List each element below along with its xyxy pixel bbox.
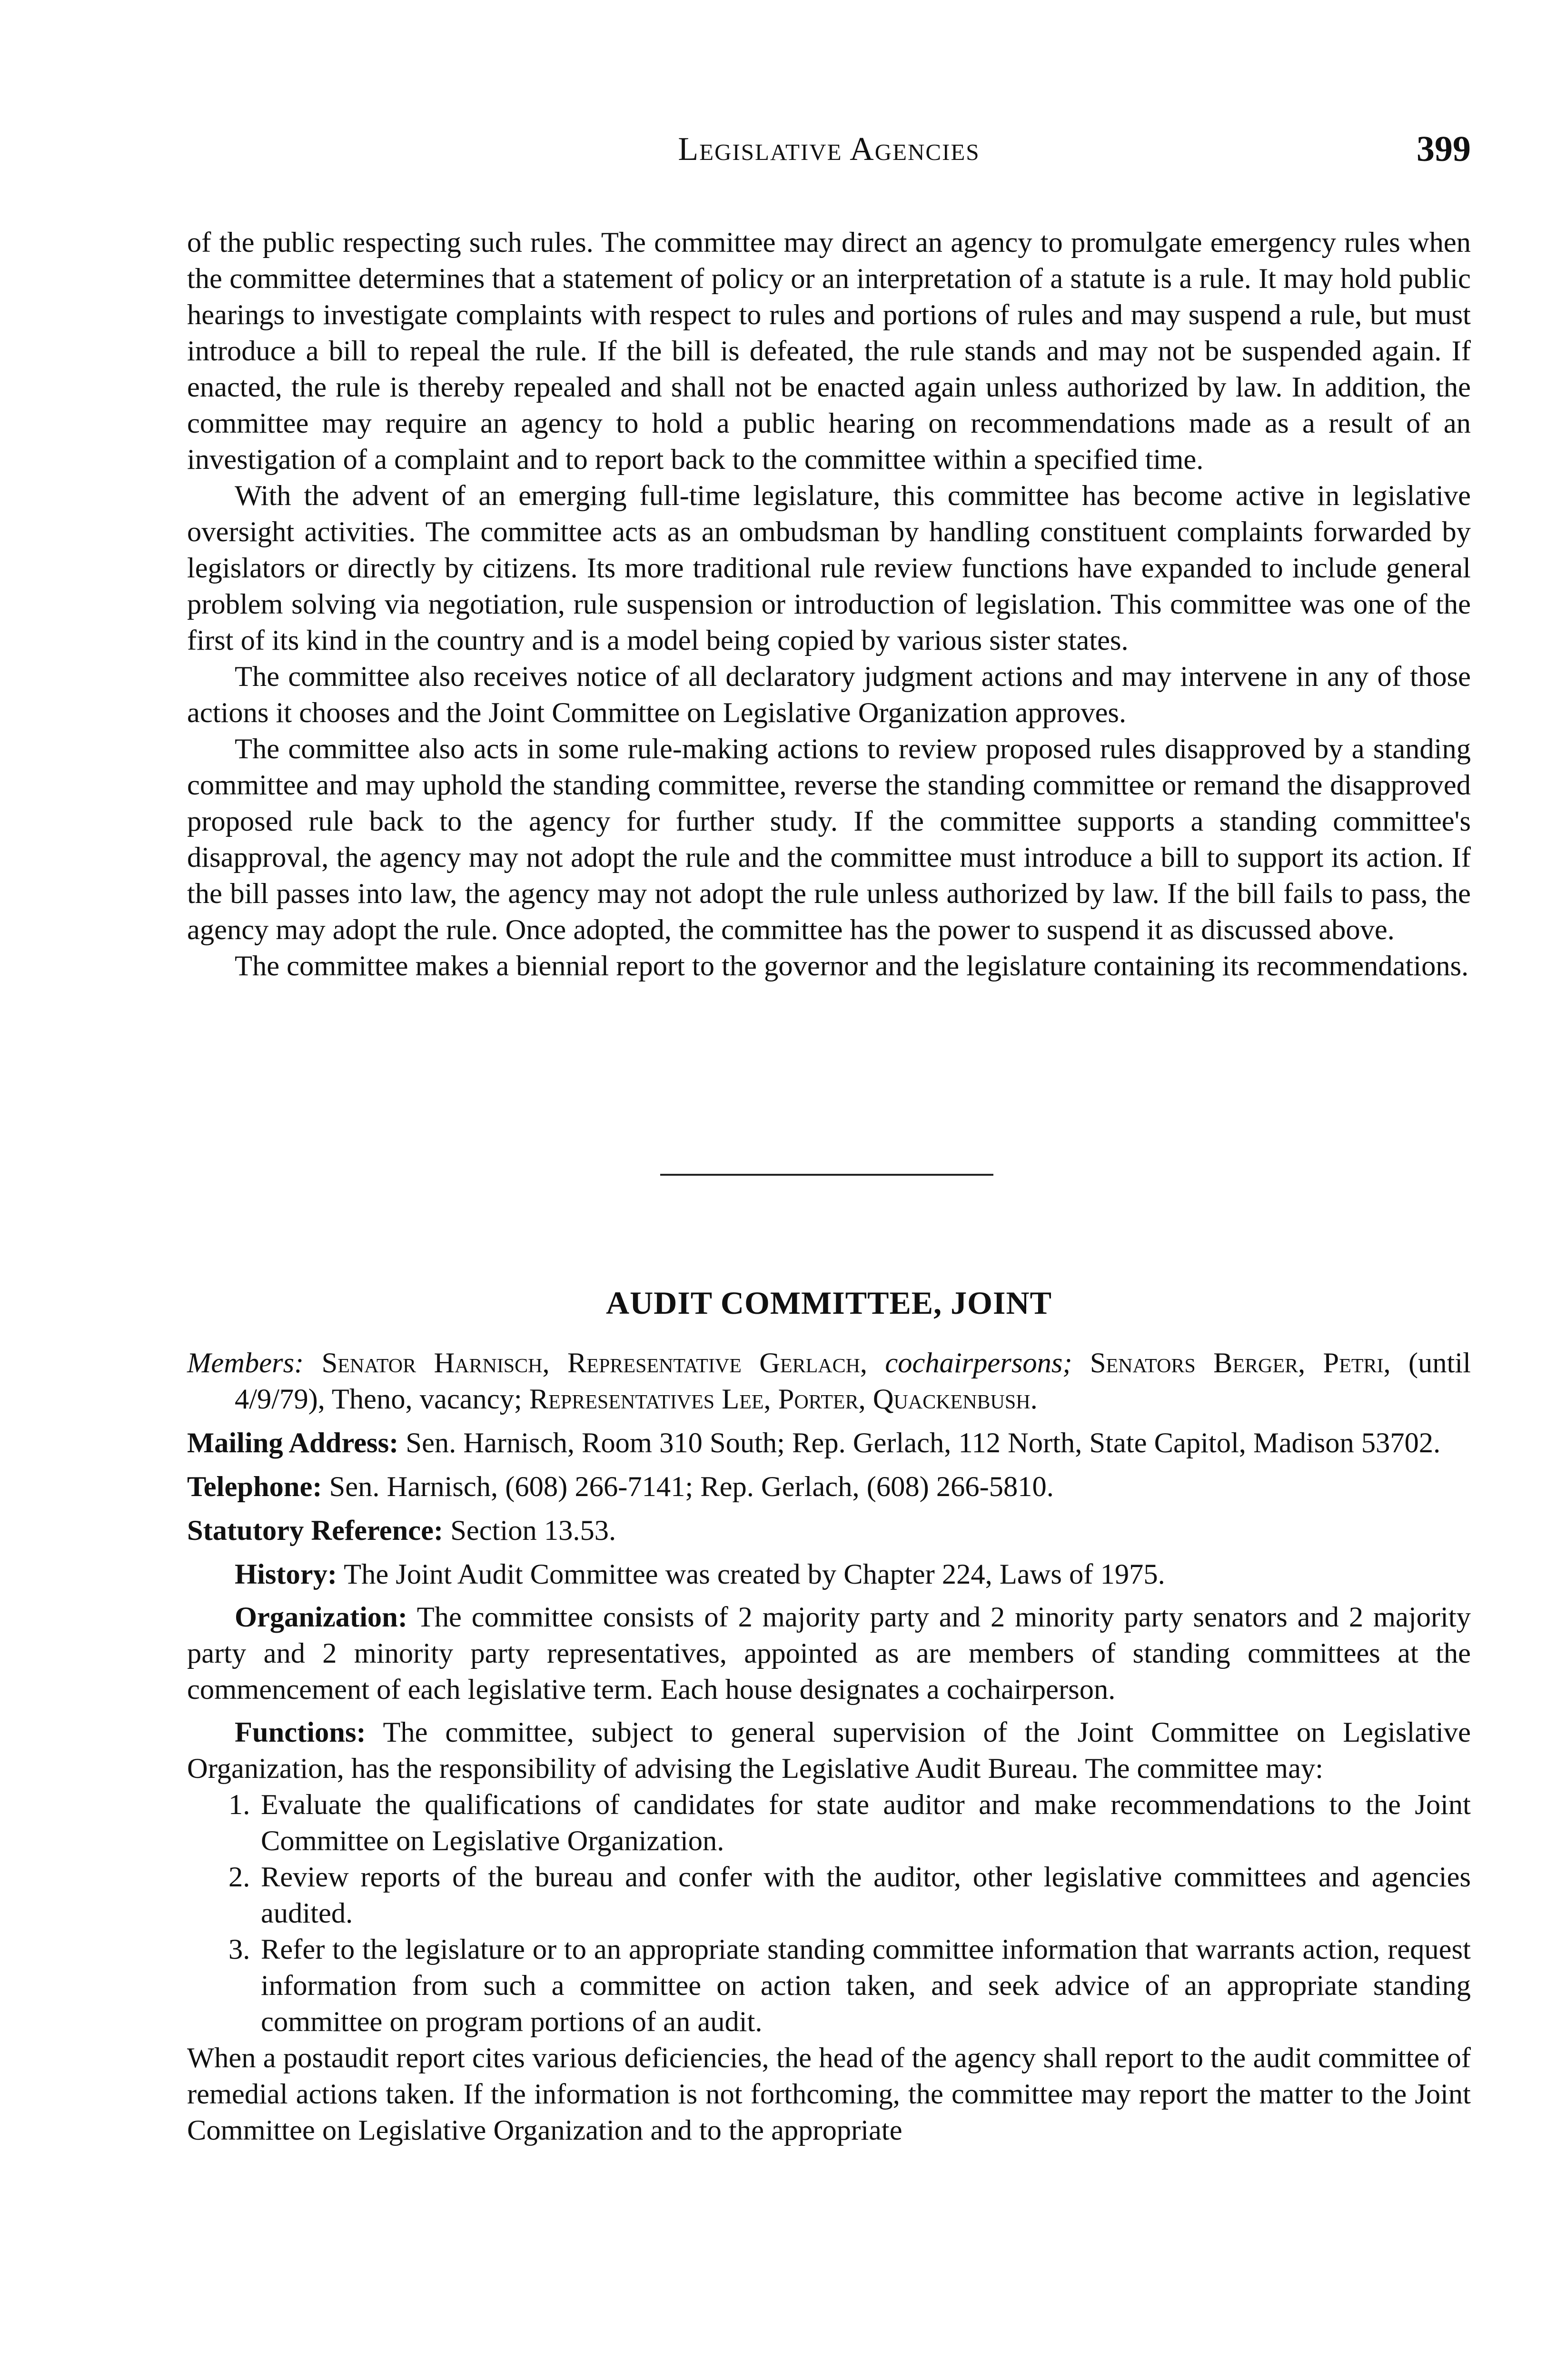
functions-text: The committee, subject to general supervision of the Joint Committee on Legislative Organization, has the responsibility of advising the Legislative Audit Bureau. The committee may: (187, 1716, 1471, 1785)
telephone-label: Telephone: (187, 1471, 322, 1503)
section-divider (660, 1174, 993, 1176)
statutory-reference-label: Statutory Reference: (187, 1515, 444, 1547)
history-paragraph (187, 1557, 1471, 1593)
paragraph: of the public respecting such rules. The committee may direct an agency to promulgate emergency rules when the committee determines that a statement of policy or an interpretation of a statute is a rule. It may hold public hearings to investigate complaints with respect to rules and portions of rules and may suspend a rule, but must introduce a bill to repeal the rule. If the bill is defeated, the rule stands and may not be suspended again. If enacted, the rule is thereby repealed and shall not be enacted again unless authorized by law. In addition, the committee may require an agency to hold a public hearing on recommendations made as a result of an investigation of a complaint and to report back to the committee within a specified time. (187, 227, 1471, 476)
list-item-number: 3. (228, 1934, 250, 1965)
closing-paragraph: When a postaudit report cites various deficiencies, the head of the agency shall report to the audit committee of remedial actions taken. If the information is not forthcoming, the committee may report the matter to the Joint Committee on Legislative Organization and to the appropriate (187, 2042, 1471, 2146)
committee-info (187, 1345, 1471, 2149)
history-label: History: (235, 1558, 337, 1590)
members-part-3: (until 4/9/79), Theno, vacancy; (235, 1347, 1471, 1415)
mailing-address-entry (187, 1425, 1471, 1461)
telephone-text: Sen. Harnisch, (608) 266-7141; Rep. Gerlach, (608) 266-5810. (329, 1471, 1054, 1503)
functions-list (187, 1787, 1471, 2040)
paragraph: The committee makes a biennial report to the governor and the legislature containing its recommendations. (235, 950, 1469, 982)
members-entry (187, 1345, 1471, 1418)
members-part-1: Senator Harnisch, Representative Gerlach, (321, 1347, 868, 1379)
list-item-text: Refer to the legislature or to an appropriate standing committee information that warrants action, request information from such a committee on action taken, and seek advice of an appropriate standing committee on program portions of an audit. (261, 1934, 1471, 2038)
statutory-reference-text: Section 13.53. (450, 1515, 616, 1547)
members-part-2: Senators Berger, Petri, (1090, 1347, 1391, 1379)
paragraph: The committee also receives notice of all declaratory judgment actions and may intervene in any of those actions it chooses and the Joint Committee on Legislative Organization approves. (187, 661, 1471, 729)
section-title: AUDIT COMMITTEE, JOINT (606, 1285, 1052, 1321)
paragraph: With the advent of an emerging full-time legislature, this committee has become active in legislative oversight activities. The committee acts as an ombudsman by handling constituent complaints forwarded by legislators or directly by citizens. Its more traditional rule review functions have expanded to include general problem solving via negotiation, rule suspension or introduction of legislation. This committee was one of the first of its kind in the country and is a model being copied by various sister states. (187, 480, 1471, 656)
continued-section-text (187, 225, 1471, 984)
list-item-text: Review reports of the bureau and confer with the auditor, other legislative committees and agencies audited. (261, 1861, 1471, 1929)
list-item (187, 1787, 1471, 1859)
organization-paragraph (187, 1599, 1471, 1708)
list-item-number: 1. (228, 1789, 250, 1821)
mailing-address-text: Sen. Harnisch, Room 310 South; Rep. Gerlach, 112 North, State Capitol, Madison 53702. (406, 1427, 1441, 1459)
mailing-address-label: Mailing Address: (187, 1427, 399, 1459)
functions-label: Functions: (235, 1716, 366, 1748)
running-head: Legislative Agencies (678, 131, 980, 168)
history-text: The Joint Audit Committee was created by Chapter 224, Laws of 1975. (344, 1558, 1165, 1590)
organization-text: The committee consists of 2 majority party and 2 minority party senators and 2 majority party and 2 minority party representatives, appointed as are members of standing committees at the commencement of each legislative term. Each house designates a cochairperson. (187, 1601, 1471, 1706)
page-number: 399 (1417, 129, 1471, 169)
members-part-4: Representatives Lee, Porter, Quackenbush. (529, 1383, 1038, 1415)
members-label: Members: (187, 1347, 304, 1379)
organization-label: Organization: (235, 1601, 407, 1633)
list-item-number: 2. (228, 1861, 250, 1893)
members-role: cochairpersons; (885, 1347, 1072, 1379)
statutory-reference-entry (187, 1513, 1471, 1549)
list-item (187, 1932, 1471, 2040)
paragraph: The committee also acts in some rule-making actions to review proposed rules disapproved by a standing committee and may uphold the standing committee, reverse the standing committee or remand the disapproved proposed rule back to the agency for further study. If the committee supports a standing committee's disapproval, the agency may not adopt the rule and the committee must introduce a bill to support its action. If the bill passes into law, the agency may not adopt the rule unless authorized by law. If the bill fails to pass, the agency may adopt the rule. Once adopted, the committee has the power to suspend it as discussed above. (187, 733, 1471, 946)
page-header (187, 130, 1471, 178)
list-item (187, 1859, 1471, 1932)
telephone-entry (187, 1469, 1471, 1505)
list-item-text: Evaluate the qualifications of candidates for state auditor and make recommendations to the Joint Committee on Legislative Organization. (261, 1789, 1471, 1857)
functions-paragraph (187, 1715, 1471, 1787)
